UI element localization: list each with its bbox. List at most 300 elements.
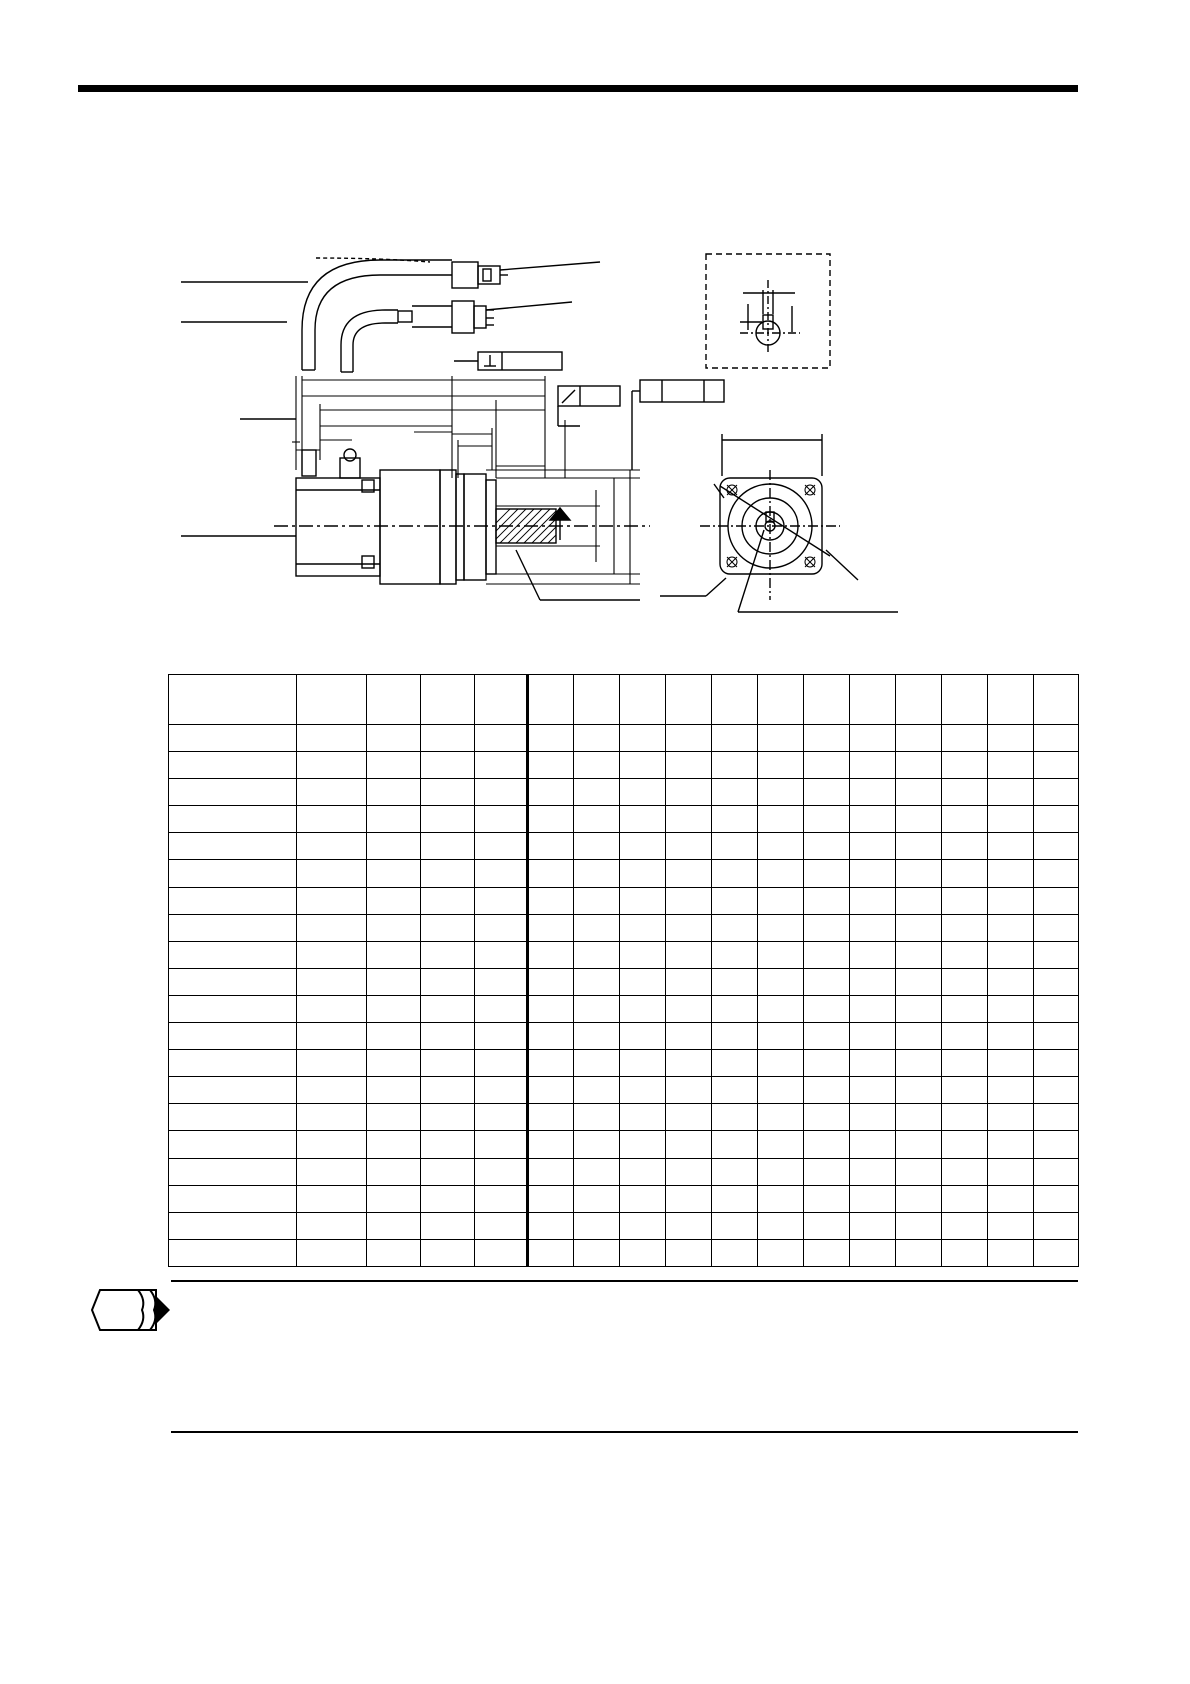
table-header-cell bbox=[528, 675, 574, 725]
table-cell bbox=[297, 941, 367, 968]
table-cell bbox=[988, 1050, 1034, 1077]
power-cable bbox=[341, 306, 452, 372]
table-cell bbox=[666, 941, 712, 968]
table-cell bbox=[712, 1239, 758, 1266]
table-cell bbox=[666, 887, 712, 914]
table-cell bbox=[804, 752, 850, 779]
table-cell bbox=[666, 1023, 712, 1050]
table-cell bbox=[1034, 833, 1079, 860]
table-cell bbox=[712, 725, 758, 752]
table-cell bbox=[620, 1023, 666, 1050]
datum-marker bbox=[550, 508, 570, 540]
table-cell bbox=[367, 725, 421, 752]
table-cell bbox=[367, 1104, 421, 1131]
table-cell bbox=[988, 1104, 1034, 1131]
table-cell bbox=[804, 941, 850, 968]
table-cell bbox=[620, 725, 666, 752]
table-cell bbox=[758, 941, 804, 968]
table-row bbox=[169, 1239, 1079, 1266]
table-cell bbox=[712, 752, 758, 779]
table-cell bbox=[712, 995, 758, 1022]
table-cell bbox=[367, 995, 421, 1022]
table-cell bbox=[367, 1212, 421, 1239]
table-cell bbox=[758, 1104, 804, 1131]
table-cell bbox=[712, 1158, 758, 1185]
table-cell bbox=[804, 1077, 850, 1104]
table-cell bbox=[712, 860, 758, 887]
table-cell bbox=[475, 1185, 528, 1212]
table-cell bbox=[169, 968, 297, 995]
table-cell bbox=[421, 1185, 475, 1212]
table-cell bbox=[528, 968, 574, 995]
table-cell bbox=[169, 1023, 297, 1050]
table-cell bbox=[574, 1131, 620, 1158]
table-cell bbox=[574, 860, 620, 887]
table-cell bbox=[988, 887, 1034, 914]
table-header-cell bbox=[297, 675, 367, 725]
dimension-lines bbox=[292, 376, 565, 478]
table-row bbox=[169, 779, 1079, 806]
table-header-cell bbox=[620, 675, 666, 725]
table-cell bbox=[620, 806, 666, 833]
table-cell bbox=[850, 1131, 896, 1158]
table-cell bbox=[896, 968, 942, 995]
table-cell bbox=[666, 1158, 712, 1185]
table-cell bbox=[804, 1158, 850, 1185]
table-cell bbox=[421, 1050, 475, 1077]
table-cell bbox=[804, 1050, 850, 1077]
table-cell bbox=[666, 914, 712, 941]
table-cell bbox=[574, 1104, 620, 1131]
table-cell bbox=[988, 1239, 1034, 1266]
table-cell bbox=[528, 806, 574, 833]
table-cell bbox=[712, 1077, 758, 1104]
table-header-cell bbox=[1034, 675, 1079, 725]
table-cell bbox=[896, 941, 942, 968]
table-cell bbox=[942, 1050, 988, 1077]
table-cell bbox=[528, 860, 574, 887]
table-cell bbox=[850, 1050, 896, 1077]
table-cell bbox=[758, 887, 804, 914]
table-cell bbox=[574, 1212, 620, 1239]
table-cell bbox=[297, 1050, 367, 1077]
table-cell bbox=[297, 1239, 367, 1266]
table-cell bbox=[528, 833, 574, 860]
table-cell bbox=[712, 1050, 758, 1077]
table-cell bbox=[475, 1104, 528, 1131]
table-cell bbox=[421, 725, 475, 752]
table-cell bbox=[297, 1185, 367, 1212]
table-cell bbox=[528, 1239, 574, 1266]
table-cell bbox=[475, 752, 528, 779]
pencil-note-icon bbox=[86, 1284, 170, 1336]
table-cell bbox=[620, 1131, 666, 1158]
table-cell bbox=[421, 833, 475, 860]
table-header-cell bbox=[988, 675, 1034, 725]
table-cell bbox=[475, 995, 528, 1022]
table-cell bbox=[1034, 752, 1079, 779]
table-cell bbox=[297, 887, 367, 914]
table-cell bbox=[988, 833, 1034, 860]
table-cell bbox=[421, 1023, 475, 1050]
table-cell bbox=[758, 779, 804, 806]
table-cell bbox=[988, 995, 1034, 1022]
table-cell bbox=[896, 1212, 942, 1239]
table-cell bbox=[666, 806, 712, 833]
table-cell bbox=[804, 1104, 850, 1131]
table-cell bbox=[988, 1212, 1034, 1239]
table-row bbox=[169, 860, 1079, 887]
table-cell bbox=[528, 1212, 574, 1239]
table-cell bbox=[475, 968, 528, 995]
table-cell bbox=[169, 1239, 297, 1266]
table-cell bbox=[367, 1077, 421, 1104]
table-cell bbox=[942, 860, 988, 887]
table-cell bbox=[712, 1023, 758, 1050]
table-cell bbox=[169, 833, 297, 860]
table-cell bbox=[850, 1212, 896, 1239]
table-cell bbox=[758, 1077, 804, 1104]
table-cell bbox=[620, 779, 666, 806]
table-cell bbox=[1034, 1239, 1079, 1266]
table-cell bbox=[528, 1050, 574, 1077]
table-row bbox=[169, 1131, 1079, 1158]
table-cell bbox=[666, 995, 712, 1022]
table-cell bbox=[297, 1104, 367, 1131]
table-cell bbox=[896, 914, 942, 941]
table-cell bbox=[1034, 1077, 1079, 1104]
table-header-cell bbox=[421, 675, 475, 725]
table-cell bbox=[620, 1212, 666, 1239]
table-cell bbox=[942, 1131, 988, 1158]
table-cell bbox=[620, 1185, 666, 1212]
table-cell bbox=[666, 752, 712, 779]
table-cell bbox=[574, 941, 620, 968]
table-row bbox=[169, 1158, 1079, 1185]
table-cell bbox=[896, 1131, 942, 1158]
table-cell bbox=[850, 860, 896, 887]
table-cell bbox=[367, 806, 421, 833]
table-cell bbox=[169, 779, 297, 806]
table-cell bbox=[528, 725, 574, 752]
table-cell bbox=[574, 1050, 620, 1077]
height-dimensions bbox=[486, 470, 640, 584]
table-cell bbox=[421, 752, 475, 779]
table-cell bbox=[896, 995, 942, 1022]
table-cell bbox=[169, 941, 297, 968]
table-cell bbox=[988, 1185, 1034, 1212]
motor-side-view bbox=[274, 449, 650, 584]
table-header-cell bbox=[574, 675, 620, 725]
table-cell bbox=[850, 779, 896, 806]
note-top-rule bbox=[171, 1280, 1078, 1282]
table-cell bbox=[850, 1077, 896, 1104]
table-cell bbox=[850, 1239, 896, 1266]
table-cell bbox=[169, 914, 297, 941]
table-cell bbox=[988, 779, 1034, 806]
note-bottom-rule bbox=[171, 1431, 1078, 1433]
table-cell bbox=[620, 941, 666, 968]
table-cell bbox=[421, 1212, 475, 1239]
table-cell bbox=[896, 1077, 942, 1104]
table-cell bbox=[758, 1158, 804, 1185]
table-cell bbox=[367, 887, 421, 914]
table-cell bbox=[988, 968, 1034, 995]
table-cell bbox=[988, 806, 1034, 833]
table-cell bbox=[528, 914, 574, 941]
table-cell bbox=[528, 779, 574, 806]
table-cell bbox=[421, 941, 475, 968]
table-cell bbox=[712, 914, 758, 941]
table-cell bbox=[758, 725, 804, 752]
table-cell bbox=[620, 1077, 666, 1104]
motor-front-view bbox=[660, 434, 898, 612]
table-cell bbox=[896, 887, 942, 914]
table-body bbox=[169, 725, 1079, 1267]
table-cell bbox=[758, 1212, 804, 1239]
table-cell bbox=[758, 833, 804, 860]
table-cell bbox=[421, 1239, 475, 1266]
table-cell bbox=[574, 725, 620, 752]
table-header-cell bbox=[942, 675, 988, 725]
table-cell bbox=[712, 1104, 758, 1131]
table-cell bbox=[850, 752, 896, 779]
table-cell bbox=[367, 1023, 421, 1050]
encoder-connector bbox=[452, 262, 600, 288]
table-cell bbox=[475, 1077, 528, 1104]
servomotor-dimension-drawing bbox=[0, 0, 1190, 640]
table-cell bbox=[804, 1212, 850, 1239]
table-cell bbox=[1034, 1131, 1079, 1158]
table-cell bbox=[574, 779, 620, 806]
table-cell bbox=[850, 1023, 896, 1050]
table-cell bbox=[169, 806, 297, 833]
table-cell bbox=[620, 833, 666, 860]
table-cell bbox=[758, 968, 804, 995]
table-cell bbox=[367, 833, 421, 860]
table-cell bbox=[896, 1239, 942, 1266]
table-cell bbox=[297, 1212, 367, 1239]
table-cell bbox=[666, 968, 712, 995]
table-cell bbox=[421, 887, 475, 914]
table-cell bbox=[666, 1131, 712, 1158]
table-header-cell bbox=[850, 675, 896, 725]
table-header-cell bbox=[666, 675, 712, 725]
table-cell bbox=[896, 779, 942, 806]
table-cell bbox=[421, 860, 475, 887]
table-cell bbox=[620, 887, 666, 914]
table-cell bbox=[1034, 1212, 1079, 1239]
table-cell bbox=[896, 806, 942, 833]
table-row bbox=[169, 833, 1079, 860]
table-cell bbox=[758, 1050, 804, 1077]
table-cell bbox=[620, 1104, 666, 1131]
table-cell bbox=[804, 1185, 850, 1212]
table-cell bbox=[367, 914, 421, 941]
table-cell bbox=[804, 806, 850, 833]
table-cell bbox=[942, 941, 988, 968]
table-cell bbox=[804, 887, 850, 914]
table-cell bbox=[574, 806, 620, 833]
table-cell bbox=[574, 914, 620, 941]
table-cell bbox=[758, 752, 804, 779]
table-cell bbox=[528, 1077, 574, 1104]
table-cell bbox=[367, 860, 421, 887]
table-cell bbox=[169, 1104, 297, 1131]
table-cell bbox=[850, 914, 896, 941]
table-cell bbox=[297, 1023, 367, 1050]
table-cell bbox=[804, 1131, 850, 1158]
table-cell bbox=[620, 968, 666, 995]
table-cell bbox=[850, 995, 896, 1022]
table-cell bbox=[988, 914, 1034, 941]
runout-frame bbox=[558, 386, 620, 426]
table-cell bbox=[896, 1050, 942, 1077]
table-cell bbox=[475, 941, 528, 968]
table-cell bbox=[528, 1158, 574, 1185]
table-cell bbox=[574, 995, 620, 1022]
table-cell bbox=[297, 833, 367, 860]
table-cell bbox=[620, 1158, 666, 1185]
table-cell bbox=[367, 941, 421, 968]
table-cell bbox=[574, 752, 620, 779]
table-cell bbox=[297, 806, 367, 833]
table-cell bbox=[850, 887, 896, 914]
table-cell bbox=[804, 725, 850, 752]
table-cell bbox=[804, 995, 850, 1022]
table-cell bbox=[666, 779, 712, 806]
table-cell bbox=[988, 1158, 1034, 1185]
table-cell bbox=[421, 968, 475, 995]
table-cell bbox=[620, 860, 666, 887]
table-cell bbox=[620, 1239, 666, 1266]
table-cell bbox=[942, 887, 988, 914]
table-cell bbox=[1034, 1185, 1079, 1212]
table-cell bbox=[475, 725, 528, 752]
table-cell bbox=[988, 725, 1034, 752]
table-cell bbox=[942, 1185, 988, 1212]
table-cell bbox=[367, 1158, 421, 1185]
encoder-cable bbox=[302, 258, 452, 370]
table-cell bbox=[620, 914, 666, 941]
table-cell bbox=[169, 725, 297, 752]
table-cell bbox=[528, 887, 574, 914]
table-cell bbox=[804, 968, 850, 995]
table-cell bbox=[169, 1158, 297, 1185]
table-cell bbox=[1034, 995, 1079, 1022]
table-cell bbox=[712, 1185, 758, 1212]
table-cell bbox=[475, 1212, 528, 1239]
table-cell bbox=[574, 1023, 620, 1050]
table-row bbox=[169, 1185, 1079, 1212]
table-cell bbox=[528, 995, 574, 1022]
table-cell bbox=[1034, 860, 1079, 887]
perpendicularity-frame bbox=[454, 352, 562, 370]
table-cell bbox=[169, 1212, 297, 1239]
table-cell bbox=[804, 860, 850, 887]
table-row bbox=[169, 1077, 1079, 1104]
table-cell bbox=[942, 995, 988, 1022]
table-cell bbox=[297, 968, 367, 995]
table-cell bbox=[942, 833, 988, 860]
table-cell bbox=[988, 941, 1034, 968]
table-cell bbox=[367, 1185, 421, 1212]
table-cell bbox=[666, 1185, 712, 1212]
table-cell bbox=[804, 779, 850, 806]
table-cell bbox=[367, 1050, 421, 1077]
table-cell bbox=[712, 887, 758, 914]
table-header-cell bbox=[169, 675, 297, 725]
table-cell bbox=[475, 1050, 528, 1077]
table-cell bbox=[896, 752, 942, 779]
table-cell bbox=[758, 1239, 804, 1266]
table-cell bbox=[574, 1077, 620, 1104]
table-cell bbox=[988, 1077, 1034, 1104]
table-cell bbox=[758, 1023, 804, 1050]
table-cell bbox=[804, 1239, 850, 1266]
table-cell bbox=[942, 1158, 988, 1185]
table-cell bbox=[297, 995, 367, 1022]
table-cell bbox=[475, 1023, 528, 1050]
table-cell bbox=[475, 887, 528, 914]
table-cell bbox=[850, 1185, 896, 1212]
table-cell bbox=[297, 752, 367, 779]
table-row bbox=[169, 887, 1079, 914]
table-cell bbox=[942, 1077, 988, 1104]
table-cell bbox=[850, 725, 896, 752]
table-cell bbox=[712, 968, 758, 995]
table-cell bbox=[169, 860, 297, 887]
table-cell bbox=[421, 1077, 475, 1104]
table-cell bbox=[850, 1158, 896, 1185]
table-cell bbox=[297, 860, 367, 887]
motor-shaft bbox=[496, 509, 640, 600]
table-cell bbox=[896, 725, 942, 752]
table-cell bbox=[712, 1131, 758, 1158]
table-cell bbox=[367, 968, 421, 995]
table-header-cell bbox=[475, 675, 528, 725]
table-cell bbox=[297, 1158, 367, 1185]
table-cell bbox=[666, 1050, 712, 1077]
table-cell bbox=[421, 806, 475, 833]
table-cell bbox=[942, 1212, 988, 1239]
table-row bbox=[169, 1104, 1079, 1131]
table-cell bbox=[804, 1023, 850, 1050]
table-cell bbox=[666, 1104, 712, 1131]
table-cell bbox=[942, 1239, 988, 1266]
concentricity-frame bbox=[632, 380, 724, 470]
table-cell bbox=[528, 941, 574, 968]
table-cell bbox=[475, 860, 528, 887]
table-cell bbox=[528, 752, 574, 779]
table-cell bbox=[1034, 1104, 1079, 1131]
table-cell bbox=[421, 1158, 475, 1185]
table-cell bbox=[169, 752, 297, 779]
table-cell bbox=[1034, 725, 1079, 752]
table-cell bbox=[988, 752, 1034, 779]
specifications-table bbox=[168, 674, 1079, 1267]
table-cell bbox=[367, 752, 421, 779]
table-cell bbox=[758, 860, 804, 887]
table-cell bbox=[666, 1239, 712, 1266]
table-header-cell bbox=[804, 675, 850, 725]
table-row bbox=[169, 1212, 1079, 1239]
table-cell bbox=[169, 995, 297, 1022]
table-cell bbox=[758, 1185, 804, 1212]
table-cell bbox=[712, 1212, 758, 1239]
table-cell bbox=[758, 914, 804, 941]
table-cell bbox=[475, 1131, 528, 1158]
